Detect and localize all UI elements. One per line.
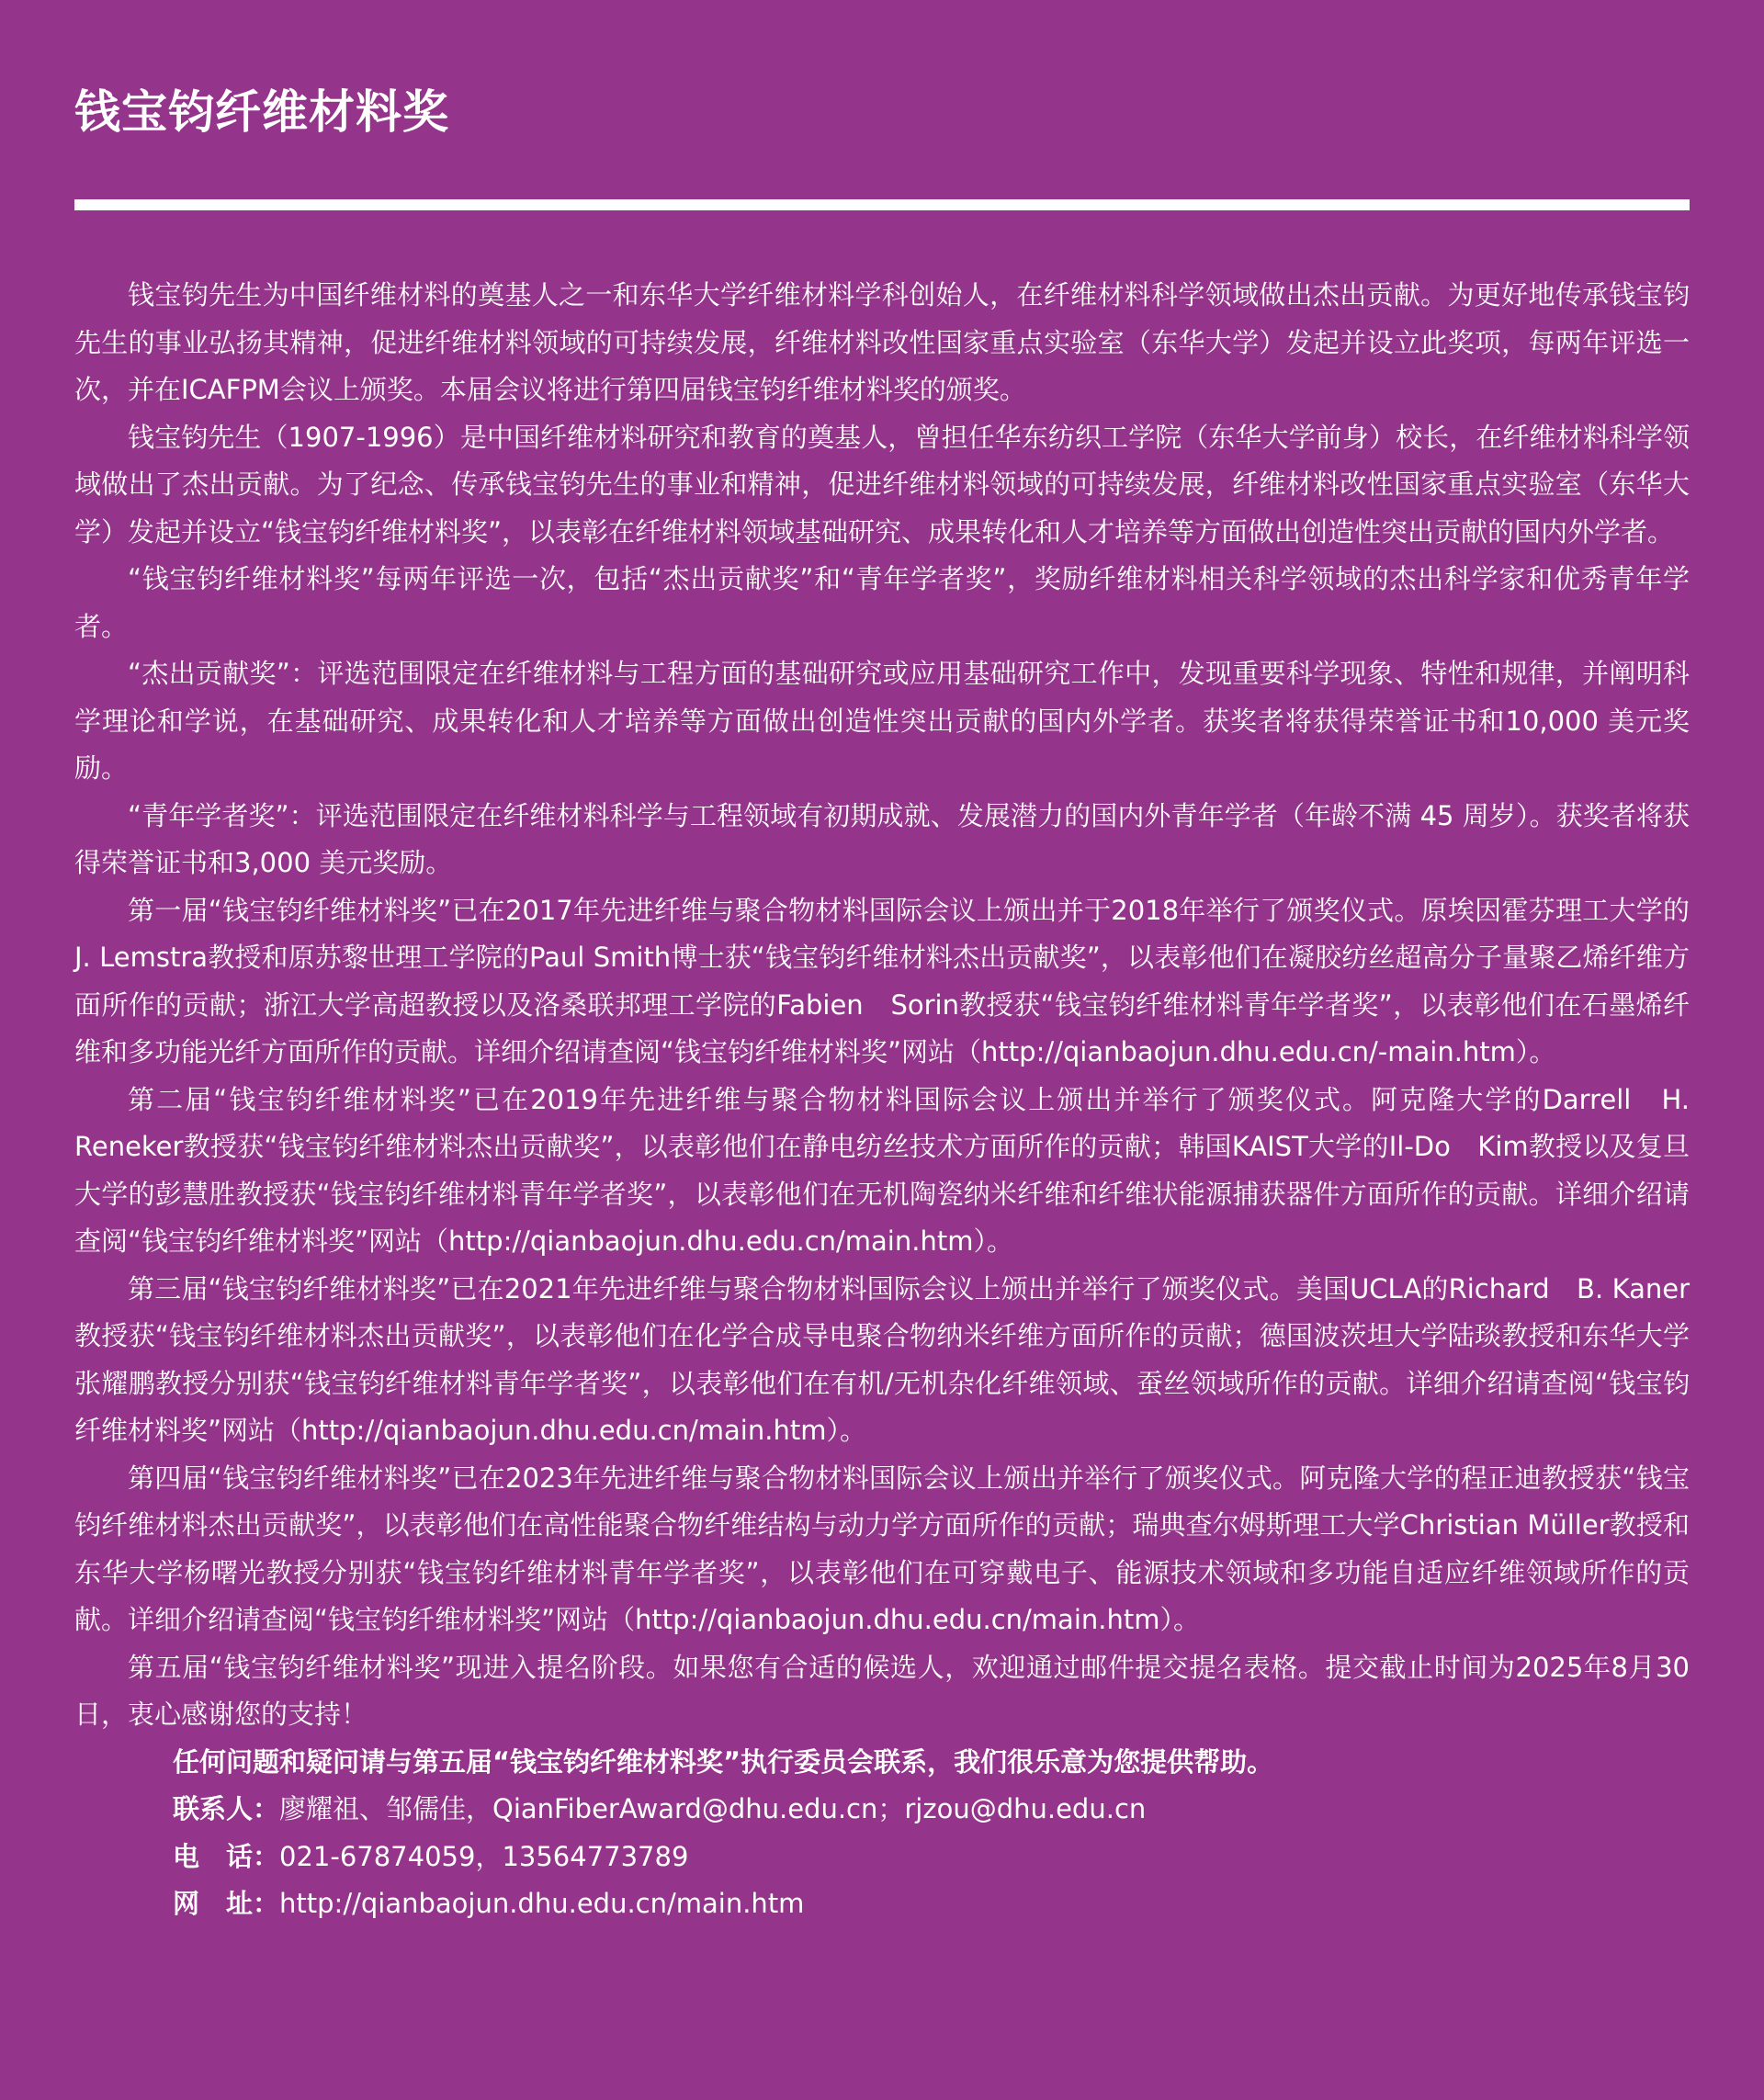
- paragraph-first-award: 第一届“钱宝钧纤维材料奖”已在2017年先进纤维与聚合物材料国际会议上颁出并于2018年举行了颁奖仪式。原埃因霍芬理工大学的J. Lemstra教授和原苏黎世理工学院的Paul Smith博士获“钱宝钧纤维材料杰出贡献奖”，以表彰他们在凝胶纺丝超高分子量聚乙烯纤维方面所作的贡献；浙江大学高超教授以及洛桑联邦理工学院的Fabien Sorin教授获“钱宝钧纤维材料青年学者奖”，以表彰他们在石墨烯纤维和多功能光纤方面所作的贡献。详细介绍请查阅“钱宝钧纤维材料奖”网站（http://qianbaojun.dhu.edu.cn/-main.htm）。: [74, 894, 1690, 1067]
- contact-person-line: [173, 1786, 1690, 1834]
- contact-phone-value: 021-67874059，13564773789: [279, 1840, 689, 1872]
- contact-web-line: [173, 1880, 1690, 1928]
- contact-notice: 任何问题和疑问请与第五届“钱宝钧纤维材料奖”执行委员会联系，我们很乐意为您提供帮助。: [173, 1745, 1274, 1778]
- award-description: [74, 272, 1690, 1928]
- paragraph-young-scholar: “青年学者奖”：评选范围限定在纤维材料科学与工程领域有初期成就、发展潜力的国内外青年学者（年龄不满 45 周岁）。获奖者将获得荣誉证书和3,000 美元奖励。: [74, 799, 1690, 878]
- paragraph-fourth-award: 第四届“钱宝钧纤维材料奖”已在2023年先进纤维与聚合物材料国际会议上颁出并举行了颁奖仪式。阿克隆大学的程正迪教授获“钱宝钧纤维材料杰出贡献奖”，以表彰他们在高性能聚合物纤维结构与动力学方面所作的贡献；瑞典查尔姆斯理工大学Christian Müller教授和东华大学杨曙光教授分别获“钱宝钧纤维材料青年学者奖”，以表彰他们在可穿戴电子、能源技术领域和多功能自适应纤维领域所作的贡献。详细介绍请查阅“钱宝钧纤维材料奖”网站（http://qianbaojun.dhu.edu.cn/main.htm）。: [74, 1462, 1690, 1635]
- contact-person-value: 廖耀祖、邹儒佳，QianFiberAward@dhu.edu.cn；rjzou@dhu.edu.cn: [279, 1793, 1147, 1824]
- contact-web-value[interactable]: http://qianbaojun.dhu.edu.cn/main.htm: [279, 1888, 805, 1919]
- page-title: 钱宝钧纤维材料奖: [74, 85, 449, 139]
- paragraph-biography: 钱宝钧先生（1907-1996）是中国纤维材料研究和教育的奠基人，曾担任华东纺织工学院（东华大学前身）校长，在纤维材料科学领域做出了杰出贡献。为了纪念、传承钱宝钧先生的事业和精神，促进纤维材料领域的可持续发展，纤维材料改性国家重点实验室（东华大学）发起并设立“钱宝钧纤维材料奖”，以表彰在纤维材料领域基础研究、成果转化和人才培养等方面做出创造性突出贡献的国内外学者。: [74, 421, 1690, 548]
- paragraph-intro: 钱宝钧先生为中国纤维材料的奠基人之一和东华大学纤维材料学科创始人，在纤维材料科学领域做出杰出贡献。为更好地传承钱宝钧先生的事业弘扬其精神，促进纤维材料领域的可持续发展，纤维材料改性国家重点实验室（东华大学）发起并设立此奖项，每两年评选一次，并在ICAFPM会议上颁奖。本届会议将进行第四届钱宝钧纤维材料奖的颁奖。: [74, 279, 1690, 405]
- contact-person-label: 联系人：: [173, 1793, 280, 1824]
- title-divider: [74, 199, 1690, 210]
- contact-web-label: 网 址：: [173, 1888, 280, 1919]
- paragraph-second-award: 第二届“钱宝钧纤维材料奖”已在2019年先进纤维与聚合物材料国际会议上颁出并举行了颁奖仪式。阿克隆大学的Darrell H. Reneker教授获“钱宝钧纤维材料杰出贡献奖”，以表彰他们在静电纺丝技术方面所作的贡献；韩国KAIST大学的Il-Do Kim教授以及复旦大学的彭慧胜教授获“钱宝钧纤维材料青年学者奖”，以表彰他们在无机陶瓷纳米纤维和纤维状能源捕获器件方面所作的贡献。详细介绍请查阅“钱宝钧纤维材料奖”网站（http://qianbaojun.dhu.edu.cn/main.htm）。: [74, 1083, 1690, 1257]
- paragraph-outstanding-contribution: “杰出贡献奖”：评选范围限定在纤维材料与工程方面的基础研究或应用基础研究工作中，发现重要科学现象、特性和规律，并阐明科学理论和学说，在基础研究、成果转化和人才培养等方面做出创造性突出贡献的国内外学者。获奖者将获得荣誉证书和10,000 美元奖励。: [74, 658, 1690, 784]
- contact-phone-label: 电 话：: [173, 1840, 280, 1872]
- paragraph-award-categories: “钱宝钧纤维材料奖”每两年评选一次，包括“杰出贡献奖”和“青年学者奖”，奖励纤维材料相关科学领域的杰出科学家和优秀青年学者。: [74, 563, 1690, 642]
- contact-phone-line: [173, 1834, 1690, 1881]
- contact-block: [74, 1739, 1690, 1928]
- paragraph-third-award: 第三届“钱宝钧纤维材料奖”已在2021年先进纤维与聚合物材料国际会议上颁出并举行了颁奖仪式。美国UCLA的Richard B. Kaner教授获“钱宝钧纤维材料杰出贡献奖”，以表彰他们在化学合成导电聚合物纳米纤维方面所作的贡献；德国波茨坦大学陆琰教授和东华大学张耀鹏教授分别获“钱宝钧纤维材料青年学者奖”，以表彰他们在有机/无机杂化纤维领域、蚕丝领域所作的贡献。详细介绍请查阅“钱宝钧纤维材料奖”网站（http://qianbaojun.dhu.edu.cn/main.htm）。: [74, 1272, 1690, 1446]
- paragraph-fifth-award: 第五届“钱宝钧纤维材料奖”现进入提名阶段。如果您有合适的候选人，欢迎通过邮件提交提名表格。提交截止时间为2025年8月30日，衷心感谢您的支持！: [74, 1651, 1690, 1730]
